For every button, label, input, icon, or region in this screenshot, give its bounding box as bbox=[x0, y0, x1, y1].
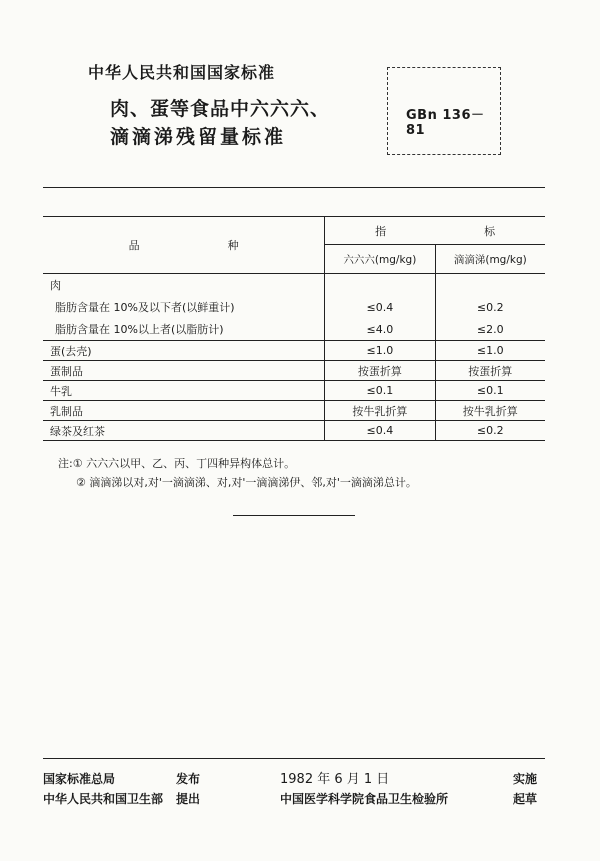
row-ddt: ≤1.0 bbox=[435, 341, 545, 361]
row-bhc: ≤0.4 bbox=[325, 296, 435, 318]
header-indicator: 指 标 bbox=[325, 217, 545, 245]
title-line-2: 滴滴涕残留量标准 bbox=[110, 126, 287, 148]
row-bhc: ≤0.4 bbox=[325, 421, 435, 441]
row-name: 脂肪含量在 10%及以下者(以鲜重计) bbox=[55, 301, 235, 314]
title-line-1: 肉、蛋等食品中六六六、 bbox=[110, 98, 331, 120]
table-row bbox=[43, 381, 545, 401]
row-bhc: ≤4.0 bbox=[325, 318, 435, 341]
row-ddt: ≤0.2 bbox=[435, 421, 545, 441]
footer-propose-label: 提出 bbox=[176, 792, 201, 806]
header-ddt: 滴滴涕(mg/kg) bbox=[435, 245, 545, 274]
row-name: 脂肪含量在 10%以上者(以脂肪计) bbox=[43, 318, 325, 341]
row-ddt: ≤0.2 bbox=[435, 296, 545, 318]
row-name: 牛乳 bbox=[43, 381, 325, 401]
header-bhc: 六六六(mg/kg) bbox=[325, 245, 435, 274]
row-bhc: 按牛乳折算 bbox=[325, 401, 435, 421]
row-ddt: 按蛋折算 bbox=[435, 361, 545, 381]
table-row bbox=[43, 318, 545, 341]
standard-code-box bbox=[387, 67, 501, 155]
table-row bbox=[43, 296, 545, 318]
note-1: 注:① 六六六以甲、乙、丙、丁四种异构体总计。 bbox=[58, 457, 296, 470]
row-bhc: 按蛋折算 bbox=[325, 361, 435, 381]
footer-issuer: 国家标准总局 bbox=[43, 772, 116, 786]
row-name: 蛋制品 bbox=[43, 361, 325, 381]
row-bhc: ≤0.1 bbox=[325, 381, 435, 401]
footer-drafter: 中国医学科学院食品卫生检验所 bbox=[280, 792, 449, 806]
row-name: 绿茶及红茶 bbox=[43, 421, 325, 441]
row-bhc bbox=[325, 274, 435, 297]
end-rule bbox=[233, 515, 355, 516]
table-row bbox=[43, 421, 545, 441]
row-ddt bbox=[435, 274, 545, 297]
footer-implement-label: 实施 bbox=[513, 772, 538, 786]
row-ddt: 按牛乳折算 bbox=[435, 401, 545, 421]
row-name: 蛋(去壳) bbox=[43, 341, 325, 361]
residue-limit-table bbox=[43, 216, 545, 441]
row-name: 乳制品 bbox=[43, 401, 325, 421]
row-ddt: ≤2.0 bbox=[435, 318, 545, 341]
standard-org: 中华人民共和国国家标准 bbox=[88, 63, 276, 82]
table-row bbox=[43, 274, 545, 297]
row-name: 肉 bbox=[50, 279, 61, 292]
row-bhc: ≤1.0 bbox=[325, 341, 435, 361]
footer-proposer: 中华人民共和国卫生部 bbox=[43, 792, 164, 806]
row-ddt: ≤0.1 bbox=[435, 381, 545, 401]
table-row bbox=[43, 401, 545, 421]
note-2: ② 滴滴涕以对,对'一滴滴涕、对,对'一滴滴涕伊、邻,对'一滴滴涕总计。 bbox=[76, 476, 417, 489]
footer-draft-label: 起草 bbox=[513, 792, 538, 806]
footer-rule bbox=[43, 758, 545, 759]
table-row bbox=[43, 341, 545, 361]
header-variety: 品 种 bbox=[43, 217, 325, 274]
table-row bbox=[43, 361, 545, 381]
footer-date: 1982 年 6 月 1 日 bbox=[280, 772, 390, 787]
header-rule bbox=[43, 187, 545, 188]
footer-issue-label: 发布 bbox=[176, 772, 201, 786]
standard-code: GBn 136－81 bbox=[406, 108, 485, 138]
